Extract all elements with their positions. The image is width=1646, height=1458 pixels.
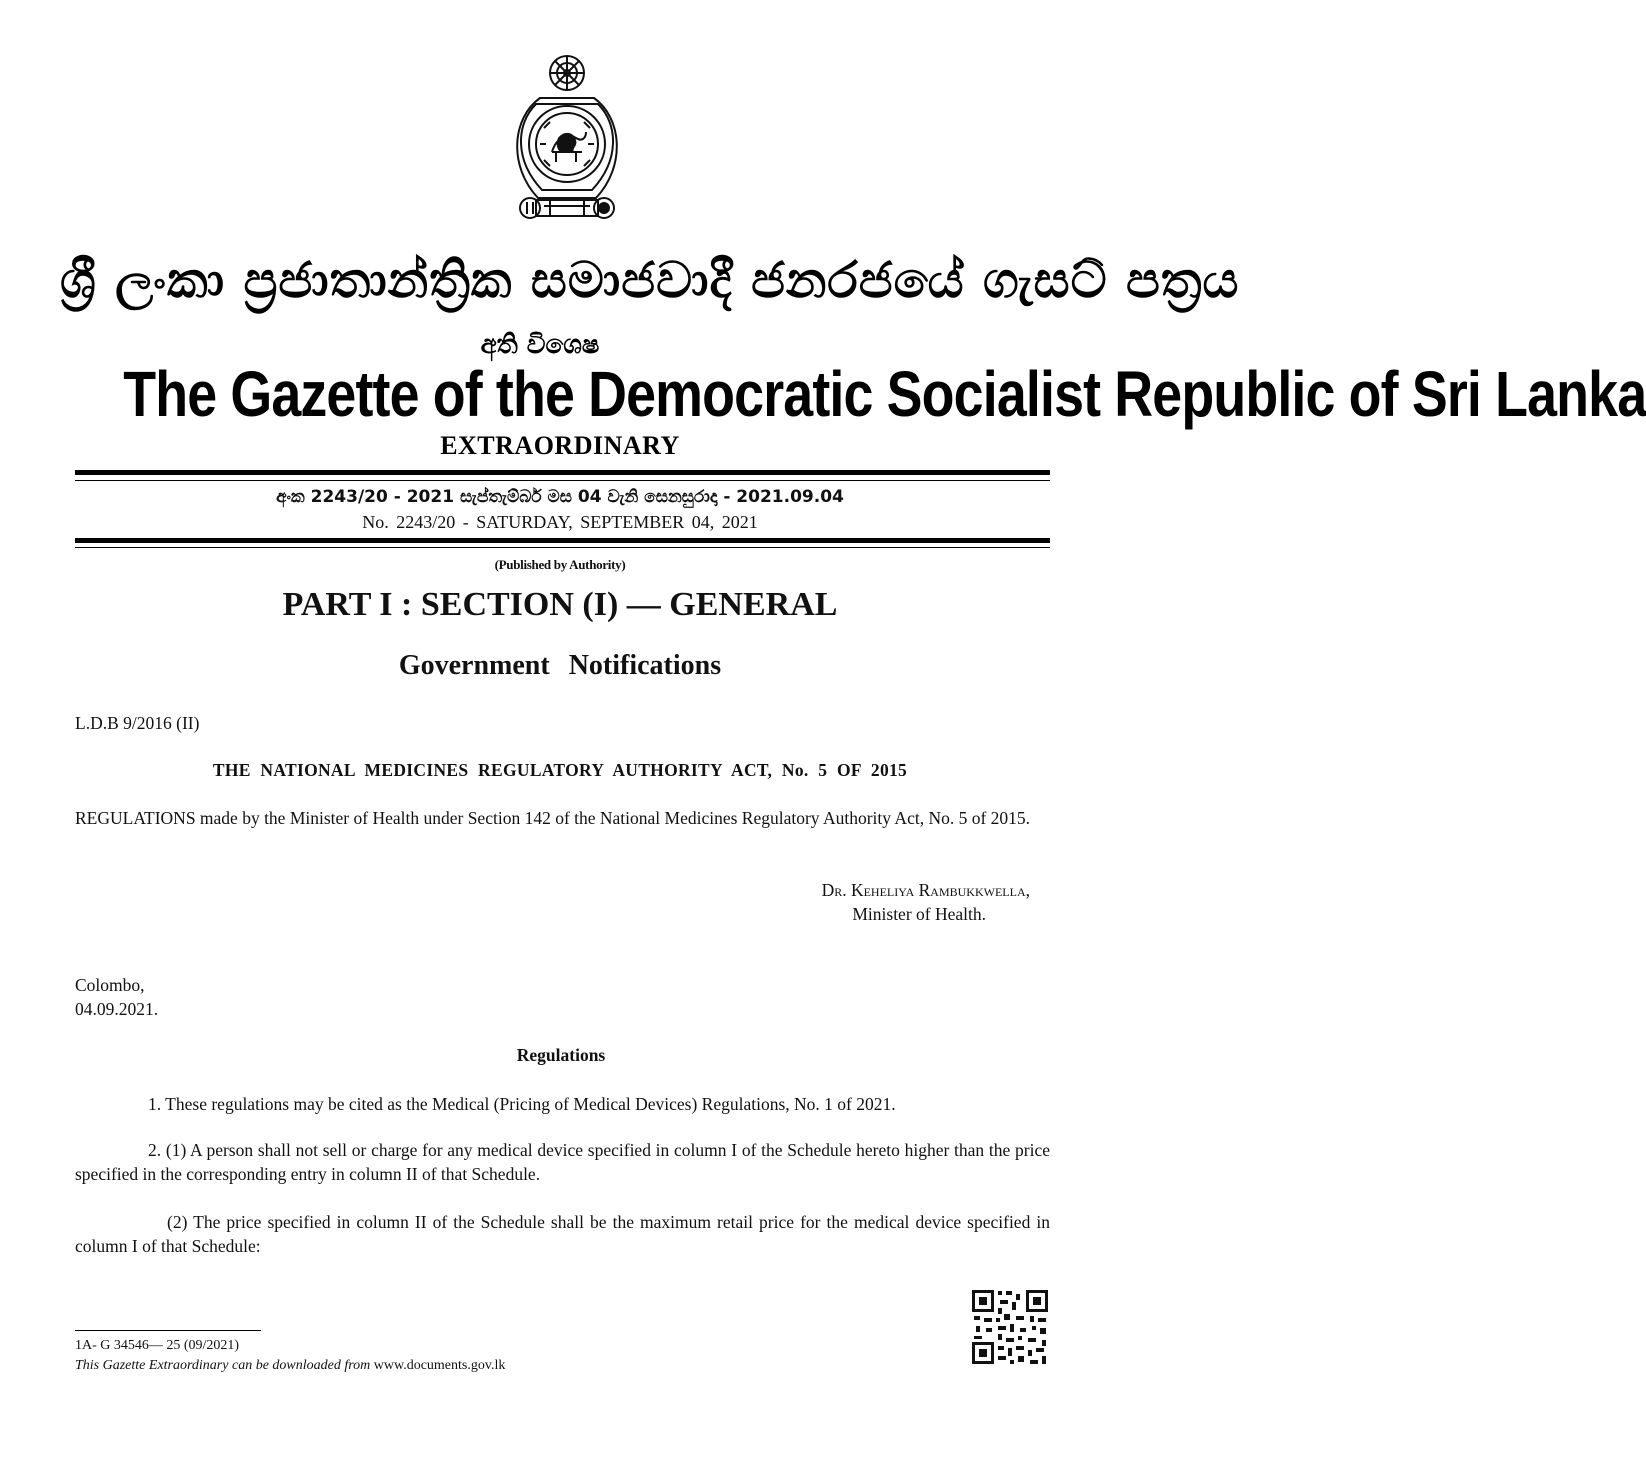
download-url[interactable]: www.documents.gov.lk [373, 1358, 506, 1373]
header-rule-thick [75, 470, 1050, 475]
part-title: PART I : SECTION (I) — GENERAL [282, 586, 838, 623]
regulation-paragraph: 1. These regulations may be cited as the Medical (Pricing of Medical Devices) Regulations, No. 1 of 2021. [148, 1094, 896, 1114]
issue-rule-thick [75, 538, 1050, 543]
footnote-rule [75, 1330, 261, 1331]
download-note [75, 1356, 505, 1376]
issue-line-sinhala: අංක 2243/20 - 2021 සැප්තැම්බර් මස 04 වැනි සෙනසුරාදා - 2021.09.04 [276, 487, 844, 507]
section-heading: Government Notifications [398, 650, 722, 681]
act-title: THE NATIONAL MEDICINES REGULATORY AUTHORITY ACT, No. 5 OF 2015 [212, 760, 908, 780]
date-of-issue: 04.09.2021. [75, 999, 159, 1019]
signatory-name: Dr. Keheliya Rambukkwella, [821, 880, 1030, 900]
english-gazette-title: The Gazette of the Democratic Socialist Republic of Sri Lanka [123, 358, 1646, 430]
sinhala-extraordinary-label: අති විශෙෂ [480, 330, 600, 360]
signatory-role: Minister of Health. [852, 904, 986, 924]
sri-lanka-emblem-icon [500, 48, 634, 228]
published-by-authority: (Published by Authority) [494, 557, 626, 572]
qr-code-icon [970, 1288, 1050, 1366]
regulations-heading: Regulations [516, 1045, 606, 1065]
extraordinary-label: EXTRAORDINARY [440, 431, 680, 460]
signatory-block [760, 878, 1030, 926]
regulation-paragraph: 2. (1) A person shall not sell or charge for any medical device specified in column I of the Schedule hereto higher than the price specified in the corresponding entry in column II of that Schedule. [75, 1140, 1050, 1184]
print-code: 1A- G 34546— 25 (09/2021) [75, 1338, 240, 1353]
issue-rule-thin [75, 547, 1050, 548]
reference-number: L.D.B 9/2016 (II) [75, 713, 200, 733]
place-of-issue: Colombo, [75, 975, 145, 995]
sinhala-gazette-title: ශ්‍රී ලංකා ප්‍රජාතාන්ත්‍රික සමාජවාදී ජනරජයේ ගැසට් පත්‍රය [60, 251, 1240, 309]
regulation-paragraph: (2) The price specified in column II of the Schedule shall be the maximum retail price for the medical device specified in column I of that Schedule: [75, 1212, 1050, 1256]
header-rule-thin [75, 480, 1050, 481]
issue-line-english: No. 2243/20 - SATURDAY, SEPTEMBER 04, 2021 [362, 512, 758, 532]
preamble-paragraph: REGULATIONS made by the Minister of Health under Section 142 of the National Medicines Regulatory Authority Act, No. 5 of 2015. [75, 808, 1031, 828]
download-note-text: This Gazette Extraordinary can be downloaded from [75, 1358, 371, 1373]
